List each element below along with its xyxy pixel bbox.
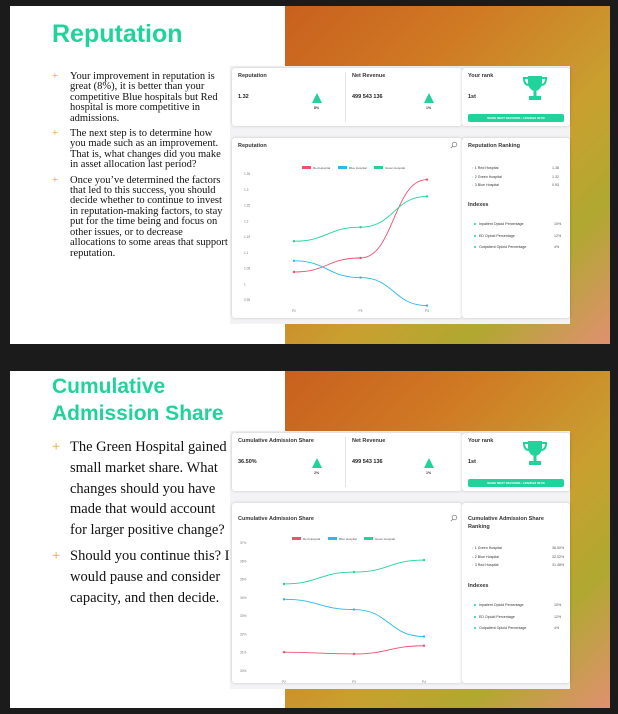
data-point <box>423 635 425 637</box>
x-tick-label: P2 <box>292 309 296 313</box>
index-value: 12% <box>554 614 562 619</box>
index-value: 12% <box>554 233 562 238</box>
slide-title-line: Admission Share <box>52 402 224 425</box>
ranking-name: Blue Hospital <box>477 554 499 559</box>
kpi-change: 2% <box>314 471 320 475</box>
y-tick-label: 30% <box>240 669 247 673</box>
legend-label: Red Hospital <box>303 537 321 541</box>
x-tick-label: P3 <box>352 680 356 683</box>
kpi-label: Net Revenue <box>352 73 386 79</box>
data-point <box>423 645 425 647</box>
y-tick-label: 33% <box>240 614 247 619</box>
ranking-title: Ranking <box>468 524 490 530</box>
x-tick-label: P4 <box>425 309 429 313</box>
y-tick-label: 1.1 <box>244 250 249 255</box>
chart-title: Reputation <box>238 143 267 149</box>
bullet-dot-icon <box>474 246 476 248</box>
ranking-position: 1 <box>473 166 478 170</box>
bullet-text: The next step is to determine how you made such as an improvement. That is, what changes did you make in asset allocation last period? <box>70 128 221 171</box>
indexes-title: Indexes <box>468 583 489 589</box>
ranking-row <box>472 555 499 559</box>
series-line <box>294 196 427 241</box>
series-line <box>284 599 424 636</box>
index-row <box>474 234 515 238</box>
y-tick-label: 1.15 <box>244 235 251 239</box>
indexes-title: Indexes <box>468 202 489 208</box>
index-value: 4% <box>554 245 560 249</box>
bullet-dot-icon <box>474 604 476 606</box>
legend-label: Blue Hospital <box>349 166 367 170</box>
index-row <box>474 626 526 630</box>
index-name: Inpatient Opioid Percentage <box>479 603 524 607</box>
index-row <box>474 603 524 607</box>
ranking-name: Red Hospital <box>477 563 499 567</box>
index-name: ED Opioid Percentage <box>479 614 515 619</box>
kpi-change: 1% <box>426 106 432 110</box>
ranking-card <box>462 503 570 683</box>
series-line <box>294 261 427 306</box>
rank-label: Your rank <box>468 73 494 79</box>
data-point <box>426 178 428 180</box>
bullet-dot-icon <box>474 616 476 618</box>
ranking-value: 31.48% <box>552 563 565 567</box>
data-point <box>353 608 355 610</box>
bullet-item <box>52 176 230 259</box>
ranking-position: 1 <box>473 546 478 550</box>
data-point <box>359 257 361 259</box>
data-point <box>426 304 428 306</box>
rank-value: 1st <box>468 459 476 465</box>
kpi-label: Reputation <box>238 73 267 79</box>
bullet-item <box>52 546 232 608</box>
data-point <box>353 571 355 573</box>
bullet-dot-icon <box>474 223 476 225</box>
divider <box>345 437 346 487</box>
bullet-text: Once you’ve determined the factors that led to this success, you should decide whether to continue to invest in reputation-making factors, to stay put for the time being and focus on other issues, or to decrease allocations to some areas that support reputation. <box>70 174 228 259</box>
ranking-row <box>472 166 498 170</box>
arrow-up-icon: ↑ <box>472 174 474 179</box>
ranking-position: 2 <box>473 174 478 179</box>
ranking-row <box>472 175 502 179</box>
kpi-card <box>232 433 462 491</box>
y-tick-label: 34% <box>240 595 247 600</box>
line-chart <box>232 503 462 683</box>
legend-swatch <box>364 537 373 540</box>
index-name: Inpatient Opioid Percentage <box>479 222 524 226</box>
data-point <box>283 651 285 653</box>
bullet-item <box>52 437 232 541</box>
plus-icon: + <box>52 547 61 564</box>
data-point <box>359 226 361 228</box>
chart-card <box>232 503 462 683</box>
trophy-icon <box>522 74 548 102</box>
arrow-up-icon <box>312 93 322 103</box>
ranking-value: 32.02% <box>552 554 565 559</box>
kpi-value: 1.32 <box>238 94 249 100</box>
data-point <box>293 260 295 262</box>
line-chart <box>232 138 462 318</box>
index-row <box>474 245 526 249</box>
index-value: 10% <box>554 603 562 607</box>
data-point <box>283 598 285 600</box>
ranking-name: Blue Hospital <box>477 183 499 187</box>
legend-swatch <box>302 166 311 169</box>
rank-label: Your rank <box>468 438 494 444</box>
kpi-card <box>232 68 462 126</box>
data-point <box>293 271 295 273</box>
data-point <box>426 195 428 197</box>
bullet-item <box>52 72 230 124</box>
ranking-name: Green Hospital <box>477 174 502 179</box>
slide-reputation <box>10 6 610 344</box>
series-line <box>284 646 424 654</box>
slide-title: Reputation <box>52 20 183 48</box>
bullet-list <box>52 72 230 264</box>
bullet-dot-icon <box>474 235 476 237</box>
y-tick-label: 1 <box>244 282 246 287</box>
ranking-row <box>472 546 502 550</box>
ranking-name: Red Hospital <box>477 166 499 170</box>
slide-cumulative-admission-share <box>10 371 610 708</box>
arrow-up-icon: ↑ <box>472 563 474 567</box>
index-value: 10% <box>554 222 562 226</box>
y-tick-label: 37% <box>240 541 247 545</box>
slide-title-line: Cumulative <box>52 375 166 398</box>
arrow-up-icon <box>424 93 434 103</box>
y-tick-label: 0.95 <box>244 298 251 302</box>
arrow-up-icon: ↑ <box>472 166 474 170</box>
rank-card <box>462 68 570 126</box>
legend-swatch <box>328 537 337 540</box>
y-tick-label: 36% <box>240 559 247 564</box>
bullet-item <box>52 129 230 171</box>
ranking-position: 2 <box>473 554 478 559</box>
arrow-down-icon: ↓ <box>472 183 474 187</box>
legend-swatch <box>338 166 347 169</box>
kpi-change: 1% <box>426 471 432 475</box>
arrow-down-icon: ↓ <box>472 554 474 559</box>
ranking-row <box>472 563 498 567</box>
data-point <box>353 653 355 655</box>
plus-icon: + <box>52 71 58 82</box>
index-name: Outpatient Opioid Percentage <box>479 626 527 630</box>
arrow-up-icon <box>424 458 434 468</box>
bullet-dot-icon <box>474 627 476 629</box>
arrow-up-icon: ↑ <box>472 546 474 550</box>
index-row <box>474 615 515 619</box>
kpi-label: Net Revenue <box>352 438 386 444</box>
ranking-card <box>462 138 570 318</box>
data-point <box>283 583 285 585</box>
chart-title: Cumulative Admission Share <box>238 516 314 522</box>
next-decision-button[interactable]: MAKE NEXT DECISION • 11/6/2024 00:00 <box>468 479 564 487</box>
slide-title <box>52 373 224 427</box>
y-tick-label: 1.3 <box>244 187 249 192</box>
y-tick-label: 1.05 <box>244 266 251 271</box>
x-tick-label: P2 <box>282 680 286 683</box>
y-tick-label: 1.25 <box>244 203 251 208</box>
plus-icon: + <box>52 128 58 140</box>
legend-swatch <box>374 166 383 169</box>
rank-card <box>462 433 570 491</box>
y-tick-label: 31% <box>240 650 247 655</box>
legend-label: Green Hospital <box>385 166 406 170</box>
y-tick-label: 35% <box>240 577 247 582</box>
data-point <box>423 559 425 561</box>
index-row <box>474 222 524 226</box>
index-name: ED Opioid Percentage <box>479 233 515 238</box>
legend-label: Green Hospital <box>375 537 396 541</box>
y-tick-label: 1.35 <box>244 172 251 176</box>
legend-label: Blue Hospital <box>339 537 357 541</box>
bullet-text: The Green Hospital gained small market share. What changes should you have made that would account for larger positive change? <box>70 439 227 539</box>
ranking-name: Green Hospital <box>477 546 502 550</box>
y-tick-label: 1.2 <box>244 219 249 224</box>
rank-value: 1st <box>468 94 476 100</box>
data-point <box>359 276 361 278</box>
bullet-text: Your improvement in reputation is great (8%), it is better than your competitive Blue hospitals but Red hospital is more competitive in admissions. <box>70 71 218 124</box>
ranking-value: 0.93 <box>552 183 559 187</box>
plus-icon: + <box>52 174 58 186</box>
ranking-value: 1.38 <box>552 166 559 170</box>
bullet-list <box>52 437 232 613</box>
ranking-position: 3 <box>473 563 478 567</box>
kpi-change: 8% <box>314 106 320 110</box>
ranking-value: 1.32 <box>552 174 559 179</box>
ranking-row <box>472 183 499 187</box>
chart-card <box>232 138 462 318</box>
x-tick-label: P4 <box>422 680 426 683</box>
bullet-text: Should you continue this? I would pause and consider capacity, and then decide. <box>70 547 230 606</box>
trophy-icon <box>522 439 548 467</box>
y-tick-label: 32% <box>240 632 247 637</box>
index-value: 4% <box>554 626 560 630</box>
kpi-label: Cumulative Admission Share <box>238 438 314 444</box>
arrow-up-icon <box>312 458 322 468</box>
ranking-title: Cumulative Admission Share <box>468 516 544 522</box>
kpi-value: 36.50% <box>238 459 257 465</box>
legend-label: Red Hospital <box>313 166 331 170</box>
divider <box>345 72 346 122</box>
kpi-value: 499 543 136 <box>352 459 383 465</box>
kpi-value: 499 543 136 <box>352 94 383 100</box>
ranking-title: Reputation Ranking <box>468 143 520 149</box>
ranking-value: 36.50% <box>552 546 565 550</box>
ranking-position: 3 <box>473 183 478 187</box>
data-point <box>293 240 295 242</box>
x-tick-label: P3 <box>358 309 363 313</box>
next-decision-button[interactable]: MAKE NEXT DECISION • 11/5/2024 00:00 <box>468 114 564 122</box>
index-name: Outpatient Opioid Percentage <box>479 245 527 249</box>
legend-swatch <box>292 537 301 540</box>
plus-icon: + <box>52 439 61 455</box>
